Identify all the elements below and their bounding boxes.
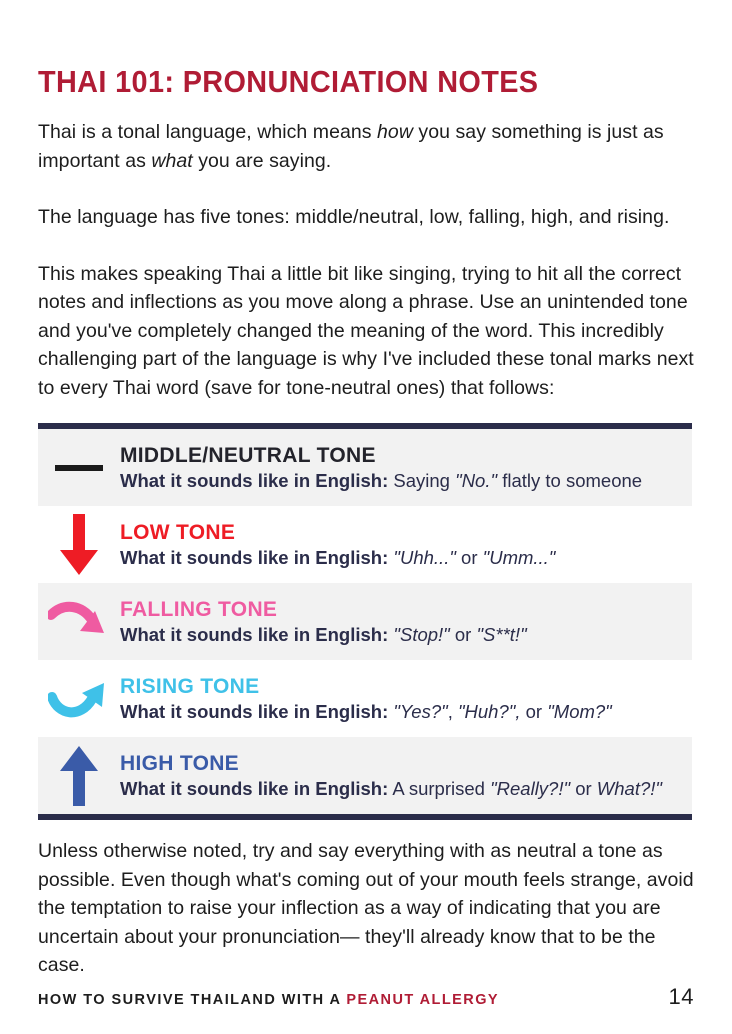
tone-name: FALLING TONE: [120, 598, 278, 621]
tone-example-em1: "Really?!": [490, 778, 571, 799]
tone-example-em3: "Mom?": [547, 701, 612, 722]
page-footer: [38, 984, 694, 1010]
intro-text-c: you are saying.: [192, 149, 332, 172]
tone-example-a: A surprised: [388, 778, 491, 799]
tone-row-body: [120, 520, 692, 569]
footer-title-accent: PEANUT ALLERGY: [346, 992, 500, 1008]
tone-description: [120, 546, 688, 569]
tone-example-em1: "Stop!": [393, 624, 450, 645]
tone-example-em2: What?!": [596, 778, 662, 799]
tone-lead-label: What it sounds like in English:: [120, 778, 389, 799]
table-row: [38, 660, 692, 737]
arrow-curve-falling-icon: [38, 583, 120, 660]
tone-row-body: [120, 443, 692, 492]
tone-example-b: or: [570, 778, 597, 799]
intro-emphasis-how: how: [377, 121, 413, 143]
footer-title-main: HOW TO SURVIVE THAILAND WITH A: [38, 992, 347, 1008]
footer-book-title: [38, 992, 499, 1008]
tone-lead-label: What it sounds like in English:: [120, 547, 389, 568]
paragraph-five-tones: The language has five tones: middle/neutral, low, falling, high, and rising.: [38, 206, 670, 228]
tone-name: LOW TONE: [120, 521, 236, 544]
intro-text-a: Thai is a tonal language, which means: [38, 121, 378, 143]
page-title: THAI 101: PRONUNCIATION NOTES: [38, 64, 539, 99]
tone-example-em2: "Huh?",: [457, 701, 521, 722]
tone-row-body: [120, 751, 692, 800]
table-row: [38, 583, 692, 660]
tone-example-b: or: [455, 547, 483, 568]
arrow-down-icon: [38, 506, 120, 583]
tone-row-body: [120, 597, 692, 646]
tone-description: [120, 469, 688, 492]
horizontal-dash-icon: [38, 429, 120, 506]
tone-name: HIGH TONE: [120, 752, 239, 775]
table-row: [38, 737, 692, 814]
tone-lead-label: What it sounds like in English:: [120, 624, 389, 645]
tone-example-em2: "Umm...": [482, 547, 556, 568]
table-bottom-rule: [38, 814, 692, 820]
tone-name: RISING TONE: [120, 675, 260, 698]
paragraph-intro: [38, 118, 694, 175]
tone-example-em2: "S**t!": [476, 624, 527, 645]
tone-example-em1: "Yes?": [393, 701, 448, 722]
tone-name: MIDDLE/NEUTRAL TONE: [120, 444, 376, 467]
tone-row-body: [120, 674, 692, 723]
paragraph-outro: Unless otherwise noted, try and say everything with as neutral a tone as possible. Even though what's coming out of your mouth feels strange, avoid the temptation to raise your inflection as a way of indicating that you are uncertain about your pronunciation— they'll already know that to be the case.: [38, 840, 694, 976]
intro-emphasis-what: what: [151, 149, 193, 172]
tone-example-b: ,: [447, 701, 458, 722]
intro-text-b: you say something is just as important as: [38, 121, 664, 172]
tone-example-em1: "Uhh...": [393, 547, 456, 568]
tone-description: [120, 777, 688, 800]
table-row: [38, 429, 692, 506]
page-number: 14: [668, 984, 694, 1009]
table-row: [38, 506, 692, 583]
tone-example-b: or: [449, 624, 477, 645]
tone-description: [120, 700, 688, 723]
arrow-curve-rising-icon: [38, 660, 120, 737]
paragraph-singing: This makes speaking Thai a little bit like singing, trying to hit all the correct notes and inflections as you move along a phrase. Use an unintended tone and you've completely changed the meaning of the word. This incredibly challenging part of the language is why I've included these tonal marks next to every Thai word (save for tone-neutral ones) that follows:: [38, 262, 694, 399]
tone-example-b: flatly to someone: [497, 470, 643, 491]
tone-description: [120, 623, 688, 646]
tone-lead-label: What it sounds like in English:: [120, 701, 389, 722]
tone-lead-label: What it sounds like in English:: [120, 470, 389, 491]
tone-example-em1: "No.": [455, 470, 498, 491]
arrow-up-icon: [38, 737, 120, 814]
tone-example-c: or: [520, 701, 548, 722]
tone-reference-table: [38, 423, 692, 820]
tone-example-a: Saying: [388, 470, 456, 491]
